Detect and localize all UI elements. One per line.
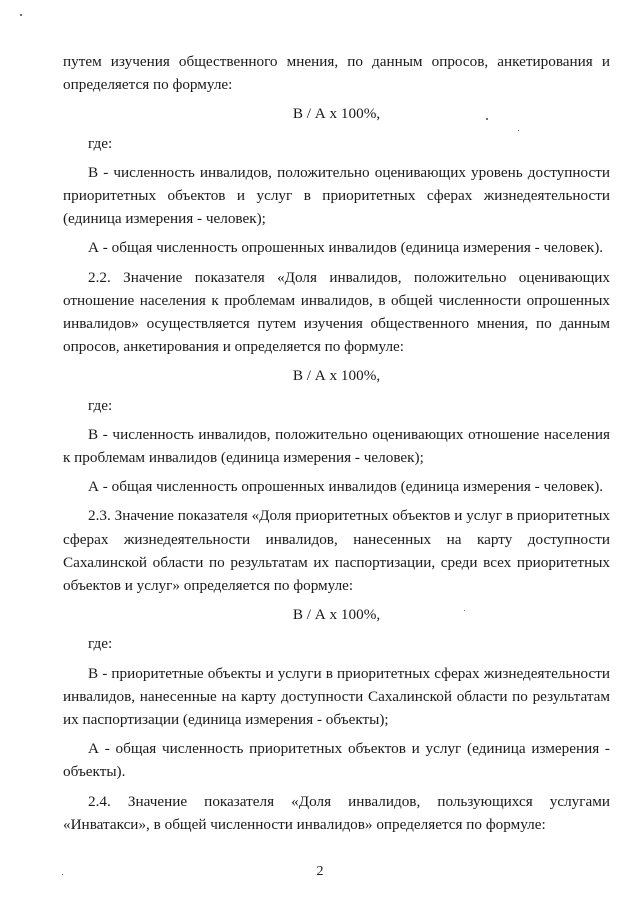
where-label: где: — [88, 635, 113, 653]
section-2-2: 2.2. Значение показателя «Доля инвалидов, положительно оценивающих отношение населения к проблемам инвалидов, в общей численности опрошенных инвалидов» осуществляется путем изучения общественного мнения, по данным опросов, анкетирования и определяется по формуле: — [63, 268, 610, 356]
scan-speck — [20, 14, 22, 16]
definition-a: А - общая численность опрошенных инвалидов (единица измерения - человек). — [88, 478, 604, 496]
page-number: 2 — [316, 864, 324, 879]
where-label: где: — [88, 134, 113, 152]
formula: В / А х 100%, — [292, 606, 381, 624]
definition-b: В - приоритетные объекты и услуги в приоритетных сферах жизнедеятельности инвалидов, нанесенные на карту доступности Сахалинской области по результатам их паспортизации (единица измерения - объекты); — [63, 664, 610, 729]
definition-b: В - численность инвалидов, положительно оценивающих отношение населения к проблемам инвалидов (единица измерения - человек); — [63, 425, 610, 467]
formula: В / А х 100%, — [292, 105, 381, 123]
definition-a: А - общая численность опрошенных инвалидов (единица измерения - человек). — [88, 239, 604, 257]
formula: В / А х 100%, — [292, 367, 381, 385]
definition-b: В - численность инвалидов, положительно оценивающих уровень доступности приоритетных объектов и услуг в приоритетных сферах жизнедеятельности (единица измерения - человек); — [63, 163, 610, 228]
section-2-3: 2.3. Значение показателя «Доля приоритетных объектов и услуг в приоритетных сферах жизнедеятельности инвалидов, нанесенных на карту доступности Сахалинской области по результатам их паспортизации, среди всех приоритетных объектов и услуг» определяется по формуле: — [63, 507, 610, 595]
paragraph-intro: путем изучения общественного мнения, по данным опросов, анкетирования и определяется по формуле: — [63, 53, 610, 94]
section-2-4: 2.4. Значение показателя «Доля инвалидов, пользующихся услугами «Инватакси», в общей численности инвалидов» определяется по формуле: — [63, 792, 610, 833]
definition-a: А - общая численность приоритетных объектов и услуг (единица измерения - объекты). — [63, 740, 610, 781]
where-label: где: — [88, 396, 113, 414]
document-body — [63, 50, 610, 842]
